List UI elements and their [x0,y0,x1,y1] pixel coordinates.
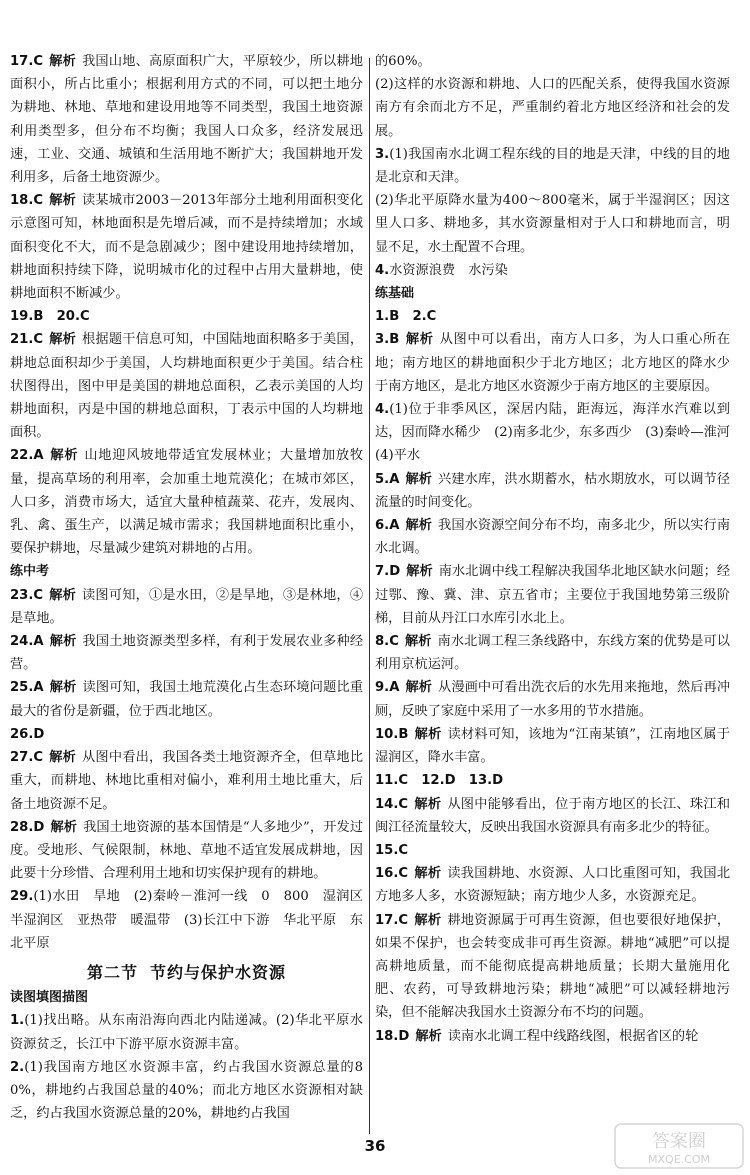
map-answer-2-part2: (2)这样的水资源和耕地、人口的匹配关系，使得我国水资源南方有余而北方不足，严重制约着北方地区经济和社会的发展。 [375,77,730,139]
answer-item-23: 23.C 解析 读图可知，①是水田，②是旱地，③是林地，④是草地。 [10,587,364,626]
subsection-heading-lianjichu: 练基础 [375,286,415,302]
answer-item-28: 28.D 解析 我国土地资源的基本国情是“人多地少”，开发过度。受地形、气候限制，林地、草地不适宜发展成耕地，因此要十分珍惜、合理利用土地和切实保护现有的耕地。 [10,819,364,882]
answer-item-25: 25.A 解析 读图可知，我国土地荒漠化占生态环境问题比重最大的省份是新疆，位于西北地区。 [10,680,364,719]
answer-item-17: 17.C 解析 我国山地、高原面积广大，平原较少，所以耕地面积小，所占比重小；根据利用方式的不同，可以把土地分为耕地、林地、草地和建设用地等不同类型，我国土地资源利用类型多，但分布不均衡；我国人口众多，经济发展迅速，工业、交通、城镇和生活用地不断扩大；我国耕地开发利用多，后备土地资源少。 [10,54,364,186]
answer-item-9: 9.A 解析 从漫画中可看出洗衣后的水先用来拖地，然后再冲厕，反映了家庭中采用了一水多用的节水措施。 [375,680,731,719]
answer-item-17-right: 17.C 解析 耕地资源属于可再生资源，但也要很好地保护，如果不保护，也会转变成非可再生资源。耕地“减肥”可以提高耕地质量，而不能彻底提高耕地质量；长期大量施用化肥、农药，可导致耕地污染；耕地“减肥”可以减轻耕地污染，但不能解决我国水土资源分布不均的问题。 [375,912,731,1021]
left-column [10,50,377,1125]
answer-item-24: 24.A 解析 我国土地资源类型多样，有利于发展农业多种经营。 [10,634,364,673]
answer-item-21: 21.C 解析 根据题干信息可知，中国陆地面积略多于美国，耕地总面积却少于美国，人均耕地面积更少于美国。结合柱状图得出，图中甲是美国的耕地总面积，乙表示美国的人均耕地面积，丙是中国的耕地总面积，丁表示中国的人均耕地面积。 [10,332,364,441]
map-answer-4: 4.水资源浪费 水污染 [375,262,508,278]
watermark-logo [614,1123,744,1169]
answer-item-18: 18.C 解析 读某城市2003－2013年部分土地利用面积变化示意图可知，林地面积是先增后减，而不是持续增加；水域面积变化不大，而不是急剧减少；图中建设用地持续增加，耕地面积持续下降，说明城市化的过程中占用大量耕地，使耕地面积不断减少。 [10,193,364,302]
answer-item-29: 29.(1)水田 旱地 (2)秦岭－淮河一线 0 800 湿润区 半湿润区 亚热带 暖温带 (3)长江中下游 华北平原 东北平原 [10,889,377,951]
answer-item-10: 10.B 解析 读材料可知，该地为“江南某镇”，江南地区属于湿润区，降水丰富。 [375,726,731,766]
answer-item-26: 26.D [10,726,45,742]
answer-item-27: 27.C 解析 从图中看出，我国各类土地资源齐全，但草地比重大，而耕地、林地比重相对偏小，难利用土地比重大，后备土地资源不足。 [10,750,364,812]
section-title: 第二节 节约与保护水资源 [86,962,287,982]
answer-item-15: 15.C [375,842,409,858]
watermark-sub: MXQE.COM [648,1153,710,1166]
answer-item-1-2: 1.B 2.C [375,309,437,325]
answer-item-16: 16.C 解析 读我国耕地、水资源、人口比重图可知，我国北方地多人多，水资源短缺；南方地少人多，水资源充足。 [375,866,731,905]
answer-item-7: 7.D 解析 南水北调中线工程解决我国华北地区缺水问题；经过鄂、豫、冀、津、京五省市；主要位于我国地势第三级阶梯，目前从丹江口水库引水北上。 [375,564,730,626]
map-answer-3-part2: (2)华北平原降水量为400～800毫米，属于半湿润区；因这里人口多、耕地多，其水资源量相对于人口和耕地而言，明显不足，水土配置不合理。 [375,193,730,255]
answer-item-19-20: 19.B 20.C [10,309,90,325]
subsection-heading-dutu: 读图填图描图 [10,990,89,1006]
subsection-heading-lianzhongkao: 练中考 [10,564,50,580]
page-number: 36 [364,1137,386,1155]
answer-item-3: 3.B 解析 从图中可以看出，南方人口多，为人口重心所在地；南方地区的耕地面积少于北方地区；北方地区的降水少于南方地区，是北方地区水资源少于南方地区的主要原因。 [375,332,731,394]
column-divider [369,58,370,1134]
map-answer-2-continued: 的60%。 [375,54,431,69]
answer-item-14: 14.C 解析 从图中能够看出，位于南方地区的长江、珠江和闽江径流量较大，反映出我国水资源具有南多北少的特征。 [375,796,731,835]
map-answer-1: 1.(1)找出略。从东南沿海向西北内陆递减。(2)华北平原水资源贫乏，长江中下游平原水资源丰富。 [10,1013,363,1052]
answer-item-18-right: 18.D 解析 读南水北调工程中线路线图，根据省区的轮 [375,1028,699,1044]
answer-item-5: 5.A 解析 兴建水库，洪水期蓄水，枯水期放水，可以调节径流量的时间变化。 [375,471,731,510]
answer-item-22: 22.A 解析 山地迎风坡地带适宜发展林业；大量增加放牧量，提高草场的利用率，会加重土地荒漠化；在城市郊区，人口多，消费市场大，适宜大量种植蔬菜、花卉，发展肉、乳、禽、蛋生产，以满足城市需求；我国耕地面积比重小，要保护耕地，尽量减少建筑对耕地的占用。 [10,448,364,557]
answer-item-6: 6.A 解析 我国水资源空间分布不均，南多北少，所以实行南水北调。 [375,518,731,557]
answer-item-8: 8.C 解析 南水北调工程三条线路中，东线方案的优势是可以利用京杭运河。 [375,634,730,673]
watermark-main: 答案圈 [652,1131,706,1152]
answer-item-11-13: 11.C 12.D 13.D [375,773,504,789]
map-answer-2: 2.(1)我国南方地区水资源丰富，约占我国水资源总量的80%，耕地约占我国总量的40%；而北方地区水资源相对缺乏，约占我国水资源总量的20%，耕地约占我国 [10,1059,363,1122]
right-column [375,50,744,1048]
map-answer-3: 3.(1)我国南水北调工程东线的目的地是天津，中线的目的地是北京和天津。 [375,146,730,186]
answer-item-4: 4.(1)位于非季风区，深居内陆，距海远，海洋水汽难以到达，因而降水稀少 (2)南多北少，东多西少 (3)秦岭—淮河 (4)平水 [375,402,744,464]
